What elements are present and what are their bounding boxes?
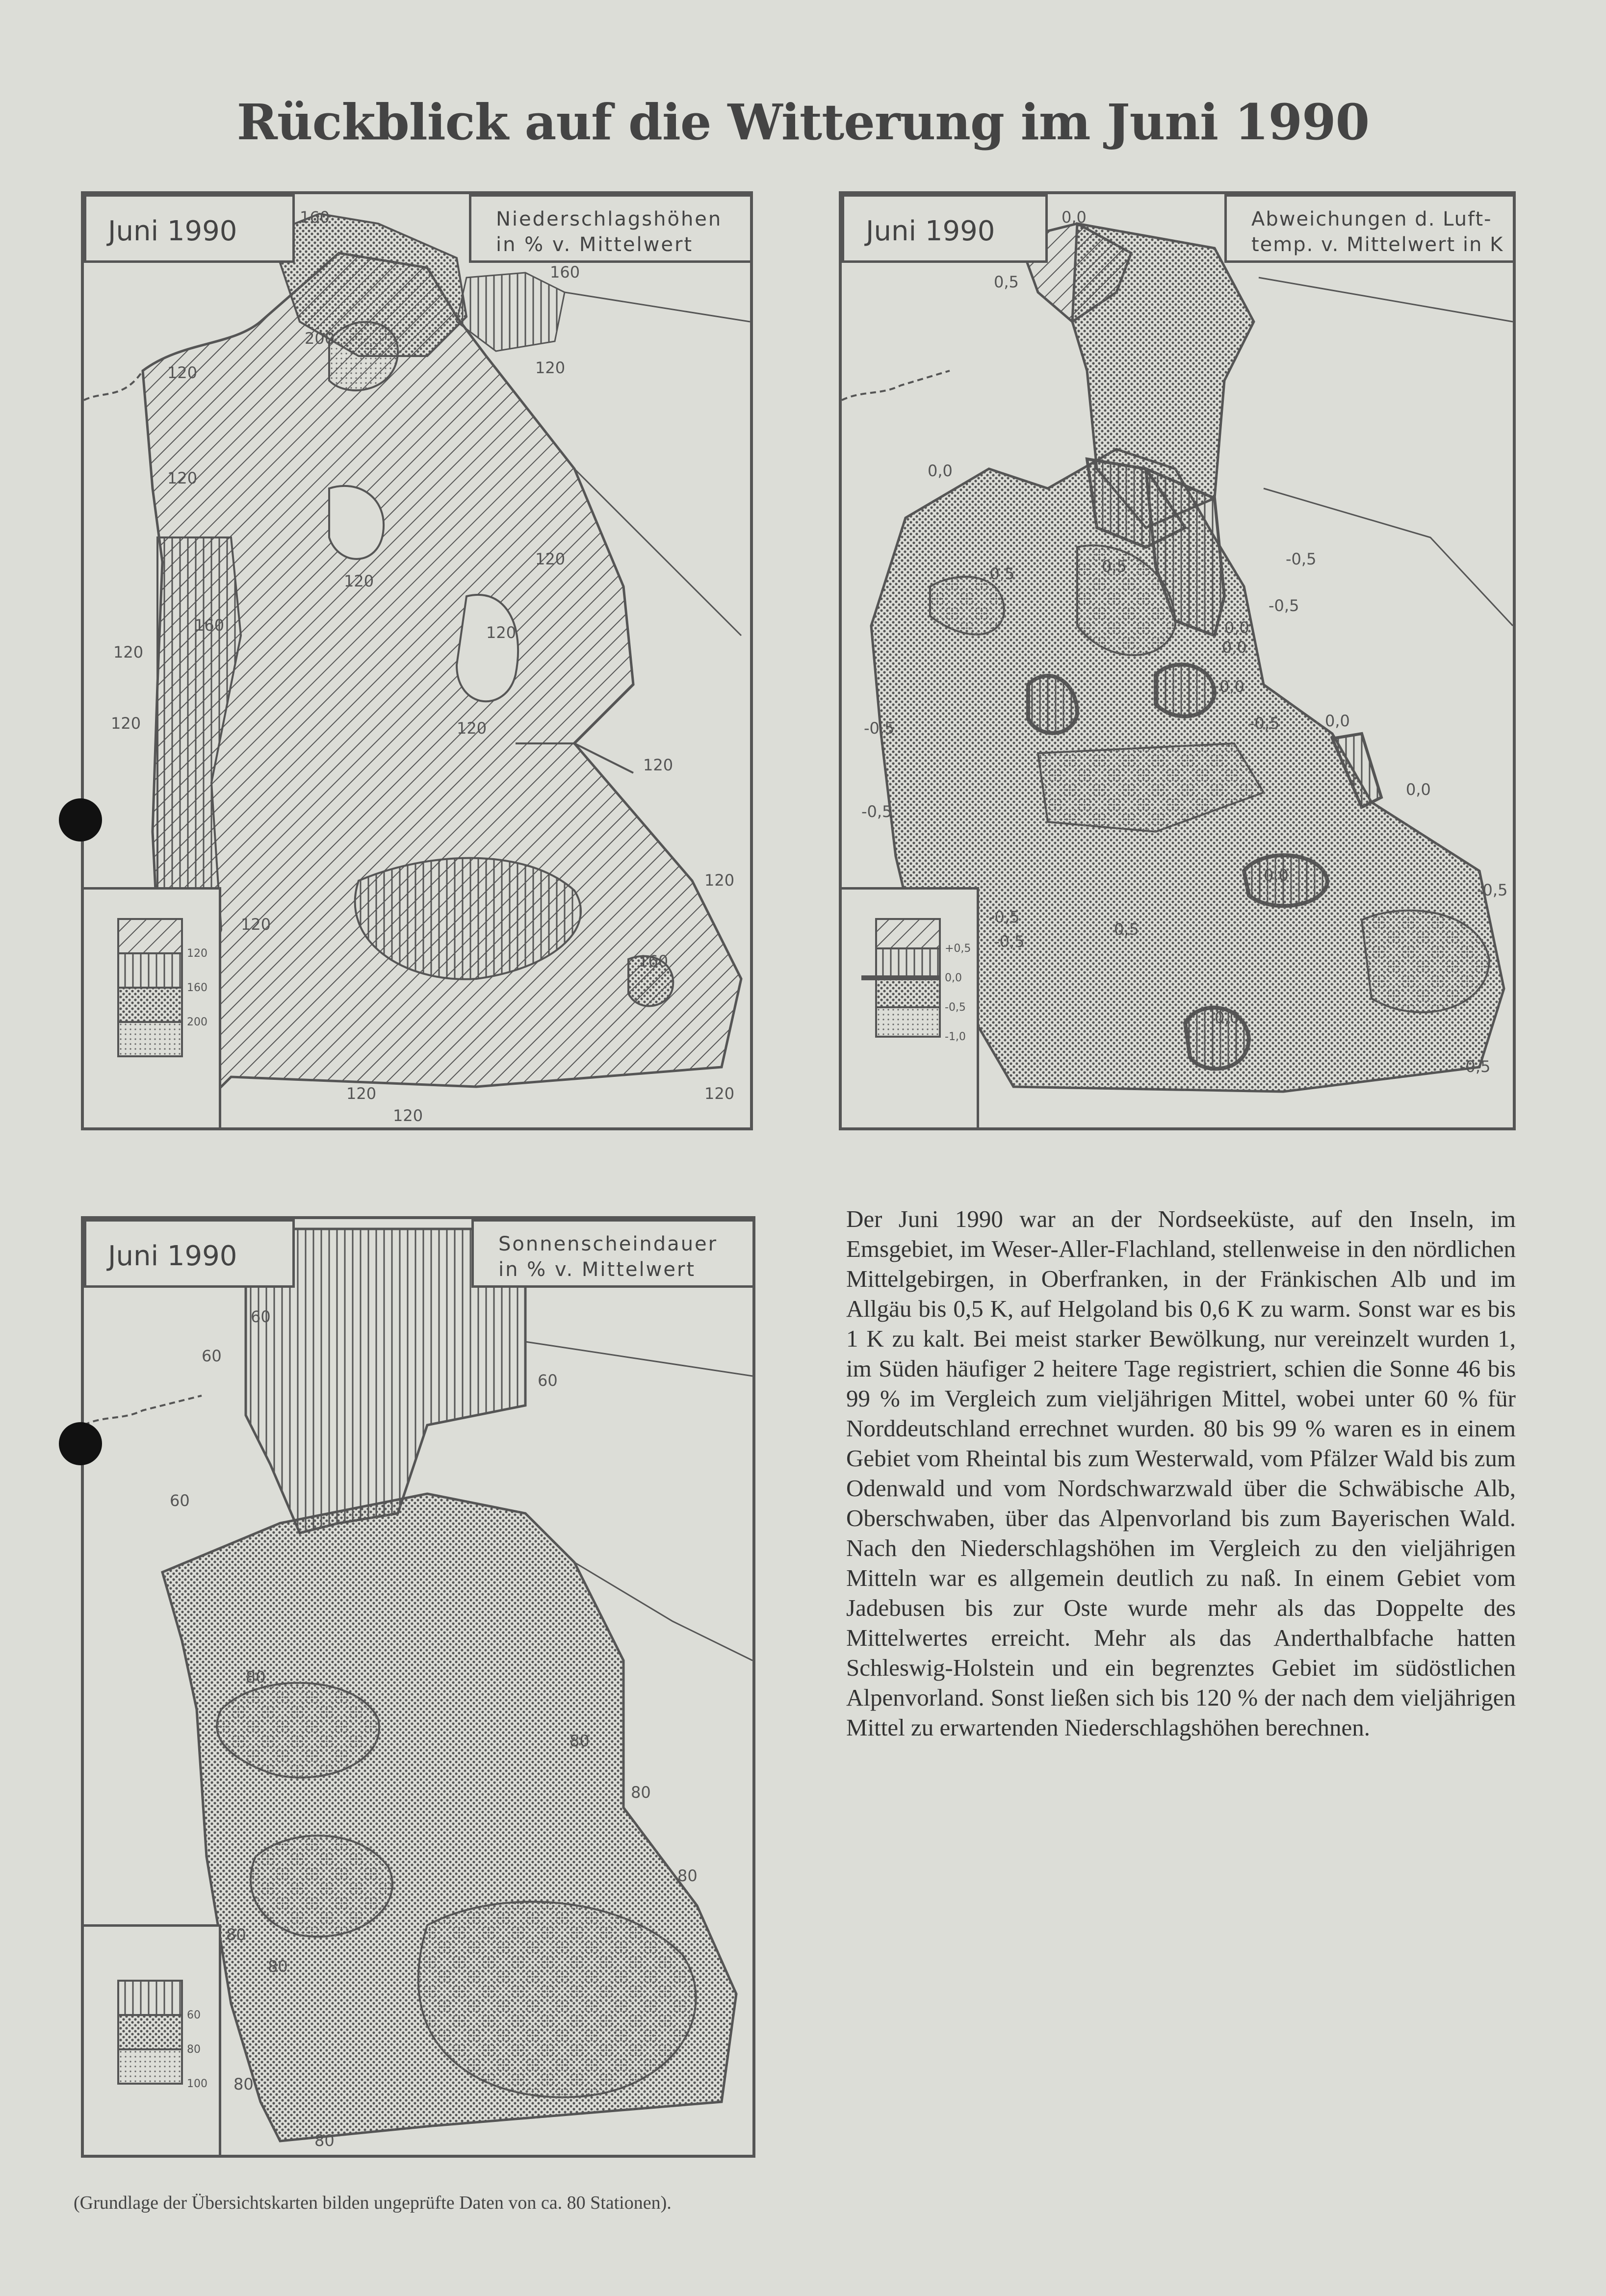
temperature-map-label: -0,5	[1269, 596, 1299, 615]
sunshine-legend-swatches	[84, 1927, 221, 2157]
precipitation-map-label: 120	[457, 719, 487, 738]
precipitation-map-label: 120	[486, 623, 517, 642]
temperature-map-label: 0,5	[1102, 557, 1127, 576]
sunshine-map-label: 60	[202, 1347, 222, 1365]
temperature-map-label: -0,5	[1286, 550, 1317, 568]
temperature-map-label: 0,0	[928, 461, 953, 480]
precipitation-map-label: 120	[113, 643, 144, 662]
precipitation-map-label: 120	[535, 550, 566, 568]
precipitation-map-label: 160	[638, 952, 669, 970]
temperature-year-label: Juni 1990	[866, 215, 995, 247]
precipitation-description-line1: Niederschlagshöhen	[496, 208, 723, 230]
temperature-map-label: -0,5	[989, 908, 1020, 926]
sunshine-description-box	[471, 1219, 755, 1288]
precipitation-map	[81, 191, 753, 1130]
temperature-legend-tick: -1,0	[945, 1031, 966, 1043]
temperature-map-label: 0,0	[1224, 618, 1249, 637]
page-title: Rückblick auf die Witterung im Juni 1990	[236, 93, 1370, 151]
precipitation-legend-tick: 200	[187, 1016, 207, 1028]
sunshine-legend-tick: 60	[187, 2009, 201, 2021]
temperature-map-label: -0,5	[861, 802, 892, 821]
sunshine-legend-tick: 100	[187, 2078, 207, 2090]
precipitation-map-label: 120	[643, 756, 673, 774]
temperature-map-label: -0,5	[864, 719, 895, 738]
temperature-description-box	[1224, 194, 1516, 263]
precipitation-map-label: 200	[305, 329, 335, 348]
footnote: (Grundlage der Übersichtskarten bilden ungeprüfte Daten von ca. 80 Stationen).	[74, 2193, 672, 2213]
precipitation-map-label: 120	[167, 469, 198, 487]
precipitation-map-label: 160	[194, 616, 225, 635]
precipitation-legend	[84, 887, 221, 1127]
precipitation-year-box	[84, 194, 295, 263]
report-text: Der Juni 1990 war an der Nordseeküste, auf den Inseln, im Emsgebiet, im Weser-Aller-Flachland, stellenweise in den nördlichen Mittelgebirgen, in Oberfranken, in der Fränkischen Alb und im Allgäu bis 0,5 K, auf Helgoland bis 0,6 K zu warm. Sonst war es bis 1 K zu kalt. Bei meist starker Bewölkung, nur vereinzelt wurden 1, im Süden häufiger 2 heitere Tage registriert, schien die Sonne 46 bis 99 % im Vergleich zum vieljährigen Mittel, wobei unter 60 % für Norddeutschland errechnet wurden. 80 bis 99 % waren es in einem Gebiet vom Rheintal bis zum Westerwald, vom Pfälzer Wald bis zum Odenwald und vom Nordschwarzwald über die Schwäbische Alb, Oberschwaben, über das Alpenvorland bis zum Bayerischen Wald. Nach den Niederschlagshöhen im Vergleich zu den vieljährigen Mitteln war es allgemein deutlich zu naß. In einem Gebiet vom Jadebusen bis zur Oste wurde mehr als das Doppelte des Mittelwertes erreicht. Mehr als das Anderthalbfache hatten Schleswig-Holstein und ein begrenztes Gebiet im südöstlichen Alpenvorland. Sonst ließen sich bis 120 % der nach dem vieljährigen Mittel zu erwartenden Niederschlagshöhen berechnen.	[846, 1205, 1516, 1741]
temperature-map-label: 0,0	[1325, 712, 1350, 730]
temperature-map-label: 0,5	[1114, 920, 1139, 939]
punch-hole-bottom	[59, 1422, 102, 1465]
precipitation-map-label: 120	[346, 1084, 377, 1103]
sunshine-map-label: 80	[268, 1957, 288, 1976]
sunshine-map-label: 80	[631, 1783, 651, 1802]
temperature-map-label: 0,0	[1219, 677, 1244, 696]
punch-hole-top	[59, 798, 102, 842]
precipitation-legend-swatches	[84, 890, 221, 1130]
sunshine-description-line1: Sonnenscheindauer	[498, 1233, 718, 1255]
precipitation-map-label: 120	[344, 572, 374, 590]
sunshine-description-line2: in % v. Mittelwert	[498, 1258, 696, 1281]
precipitation-description-line2: in % v. Mittelwert	[496, 233, 694, 256]
temperature-year-box	[842, 194, 1048, 263]
temperature-legend-tick: -0,5	[945, 1001, 966, 1014]
precipitation-map-label: 120	[704, 1084, 735, 1103]
precipitation-map-label: 120	[704, 871, 735, 890]
sunshine-map-label: 80	[570, 1732, 590, 1750]
precipitation-map-label: 120	[535, 358, 566, 377]
precipitation-map-label: 120	[111, 714, 141, 733]
temperature-map-label: 0,0	[1222, 638, 1247, 657]
temperature-map-label: -0,5	[1477, 881, 1508, 899]
sunshine-map-label: 60	[170, 1491, 190, 1510]
temperature-map-label: 0,0	[1264, 866, 1289, 885]
sunshine-map-label: 60	[538, 1371, 558, 1390]
temperature-map	[839, 191, 1516, 1130]
sunshine-map-label: 80	[226, 1925, 246, 1944]
sunshine-legend-tick: 80	[187, 2043, 201, 2056]
temperature-map-label: -0,5	[1460, 1057, 1491, 1076]
sunshine-map-label: 80	[233, 2075, 254, 2093]
sunshine-year-label: Juni 1990	[108, 1240, 237, 1272]
precipitation-description-box	[469, 194, 753, 263]
temperature-legend-tick: 0,0	[945, 972, 962, 984]
precipitation-legend-tick: 160	[187, 982, 207, 994]
temperature-map-label: 0,0	[1406, 780, 1431, 799]
temperature-map-label: -0,5	[994, 932, 1025, 951]
sunshine-year-box	[84, 1219, 295, 1288]
temperature-map-label: 0,0	[1215, 1008, 1240, 1027]
sunshine-map-label: 80	[314, 2131, 335, 2150]
precipitation-year-label: Juni 1990	[108, 215, 237, 247]
temperature-description-line2: temp. v. Mittelwert in K	[1251, 233, 1504, 256]
temperature-map-label: -0,5	[1249, 714, 1280, 733]
sunshine-legend	[84, 1924, 221, 2155]
precipitation-legend-tick: 120	[187, 947, 207, 960]
sunshine-map-label: 80	[677, 1866, 698, 1885]
precipitation-map-label: 120	[241, 915, 271, 934]
temperature-legend-tick: +0,5	[945, 943, 971, 955]
sunshine-map	[81, 1216, 755, 2158]
precipitation-map-label: 120	[167, 363, 198, 382]
sunshine-map-label: 60	[251, 1307, 271, 1326]
precipitation-map-label: 120	[393, 1106, 423, 1125]
sunshine-map-label: 80	[246, 1668, 266, 1686]
temperature-map-label: 0,0	[1062, 208, 1087, 227]
temperature-legend	[842, 887, 979, 1127]
precipitation-map-label: 160	[300, 208, 330, 227]
temperature-map-label: 0,5	[994, 273, 1019, 291]
temperature-description-line1: Abweichungen d. Luft-	[1251, 208, 1492, 230]
precipitation-map-label: 160	[550, 263, 580, 281]
temperature-map-label: -0,5	[984, 564, 1015, 583]
